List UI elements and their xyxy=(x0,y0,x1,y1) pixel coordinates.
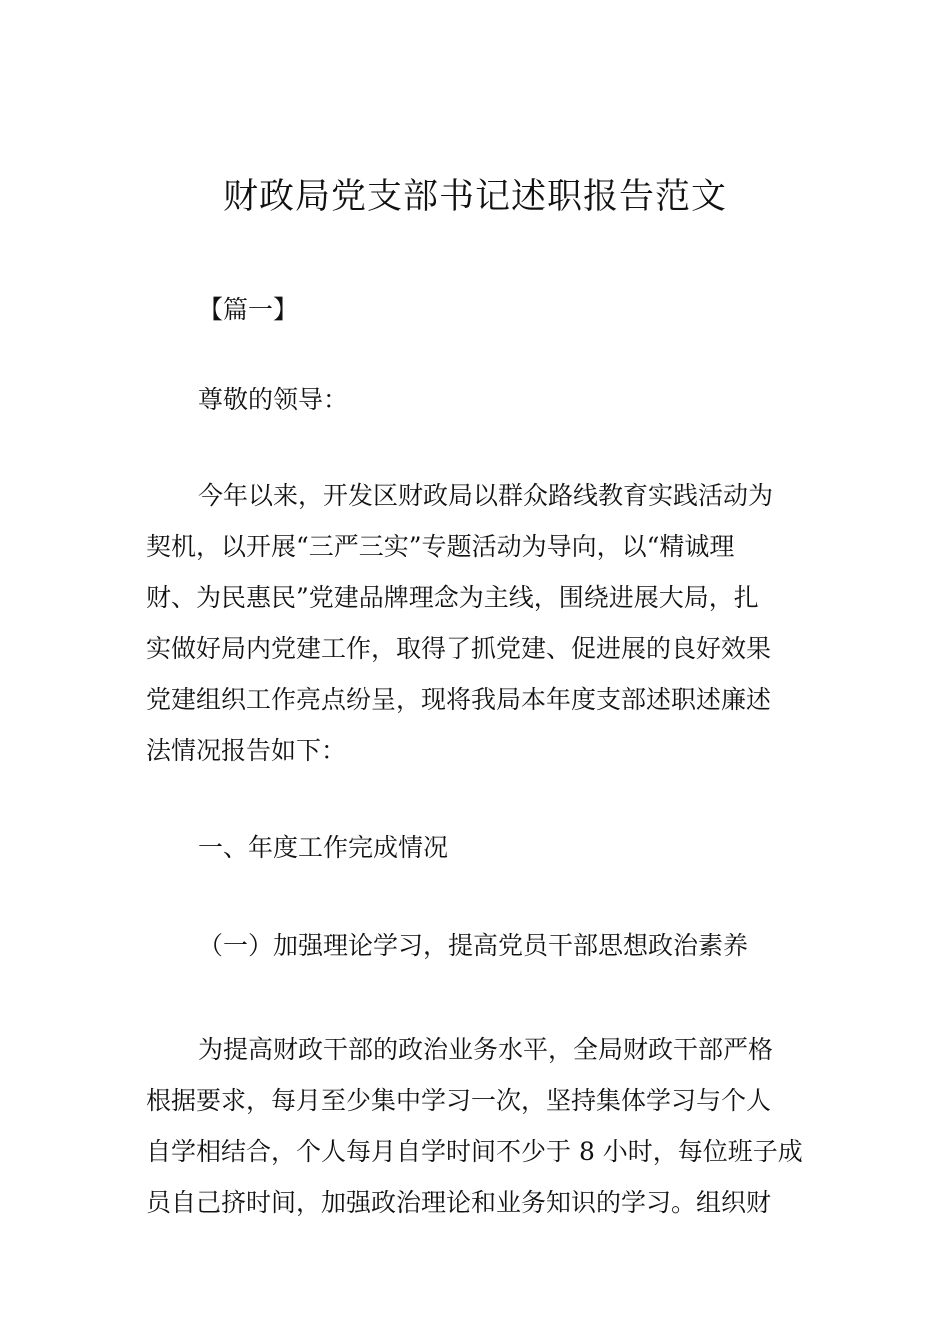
paragraph-line: 今年以来，开发区财政局以群众路线教育实践活动为 xyxy=(198,481,774,510)
paragraph-line: 党建组织工作亮点纷呈，现将我局本年度支部述职述廉述 xyxy=(146,685,772,714)
document-title: 财政局党支部书记述职报告范文 xyxy=(222,177,727,217)
subheading-block xyxy=(146,920,808,971)
paragraph-line: 契机，以开展“三严三实”专题活动为导向，以“精诚理 xyxy=(146,532,735,561)
paragraph-line: 实做好局内党建工作，取得了抓党建、促进展的良好效果 xyxy=(146,634,772,663)
paragraph-line: 自学相结合，个人每月自学时间不少于 8 小时，每位班子成 xyxy=(146,1137,803,1166)
paragraph-line: 根据要求，每月至少集中学习一次，坚持集体学习与个人 xyxy=(146,1086,772,1115)
section-label: 【篇一】 xyxy=(198,295,299,324)
paragraph-line: 员自己挤时间，加强政治理论和业务知识的学习。组织财 xyxy=(146,1188,772,1217)
paragraph-line: 财、为民惠民”党建品牌理念为主线，围绕进展大局，扎 xyxy=(146,583,759,612)
paragraph-line: 为提高财政干部的政治业务水平，全局财政干部严格 xyxy=(198,1035,774,1064)
heading-block xyxy=(146,822,808,873)
section-heading: 一、年度工作完成情况 xyxy=(198,833,449,862)
body-paragraph xyxy=(146,1024,808,1228)
paragraph-line: 法情况报告如下： xyxy=(146,736,347,765)
section-label-block xyxy=(146,284,808,335)
intro-paragraph xyxy=(146,470,808,776)
salutation: 尊敬的领导： xyxy=(198,385,349,414)
salutation-block xyxy=(146,374,808,425)
section-subheading: （一）加强理论学习，提高党员干部思想政治素养 xyxy=(198,931,749,960)
